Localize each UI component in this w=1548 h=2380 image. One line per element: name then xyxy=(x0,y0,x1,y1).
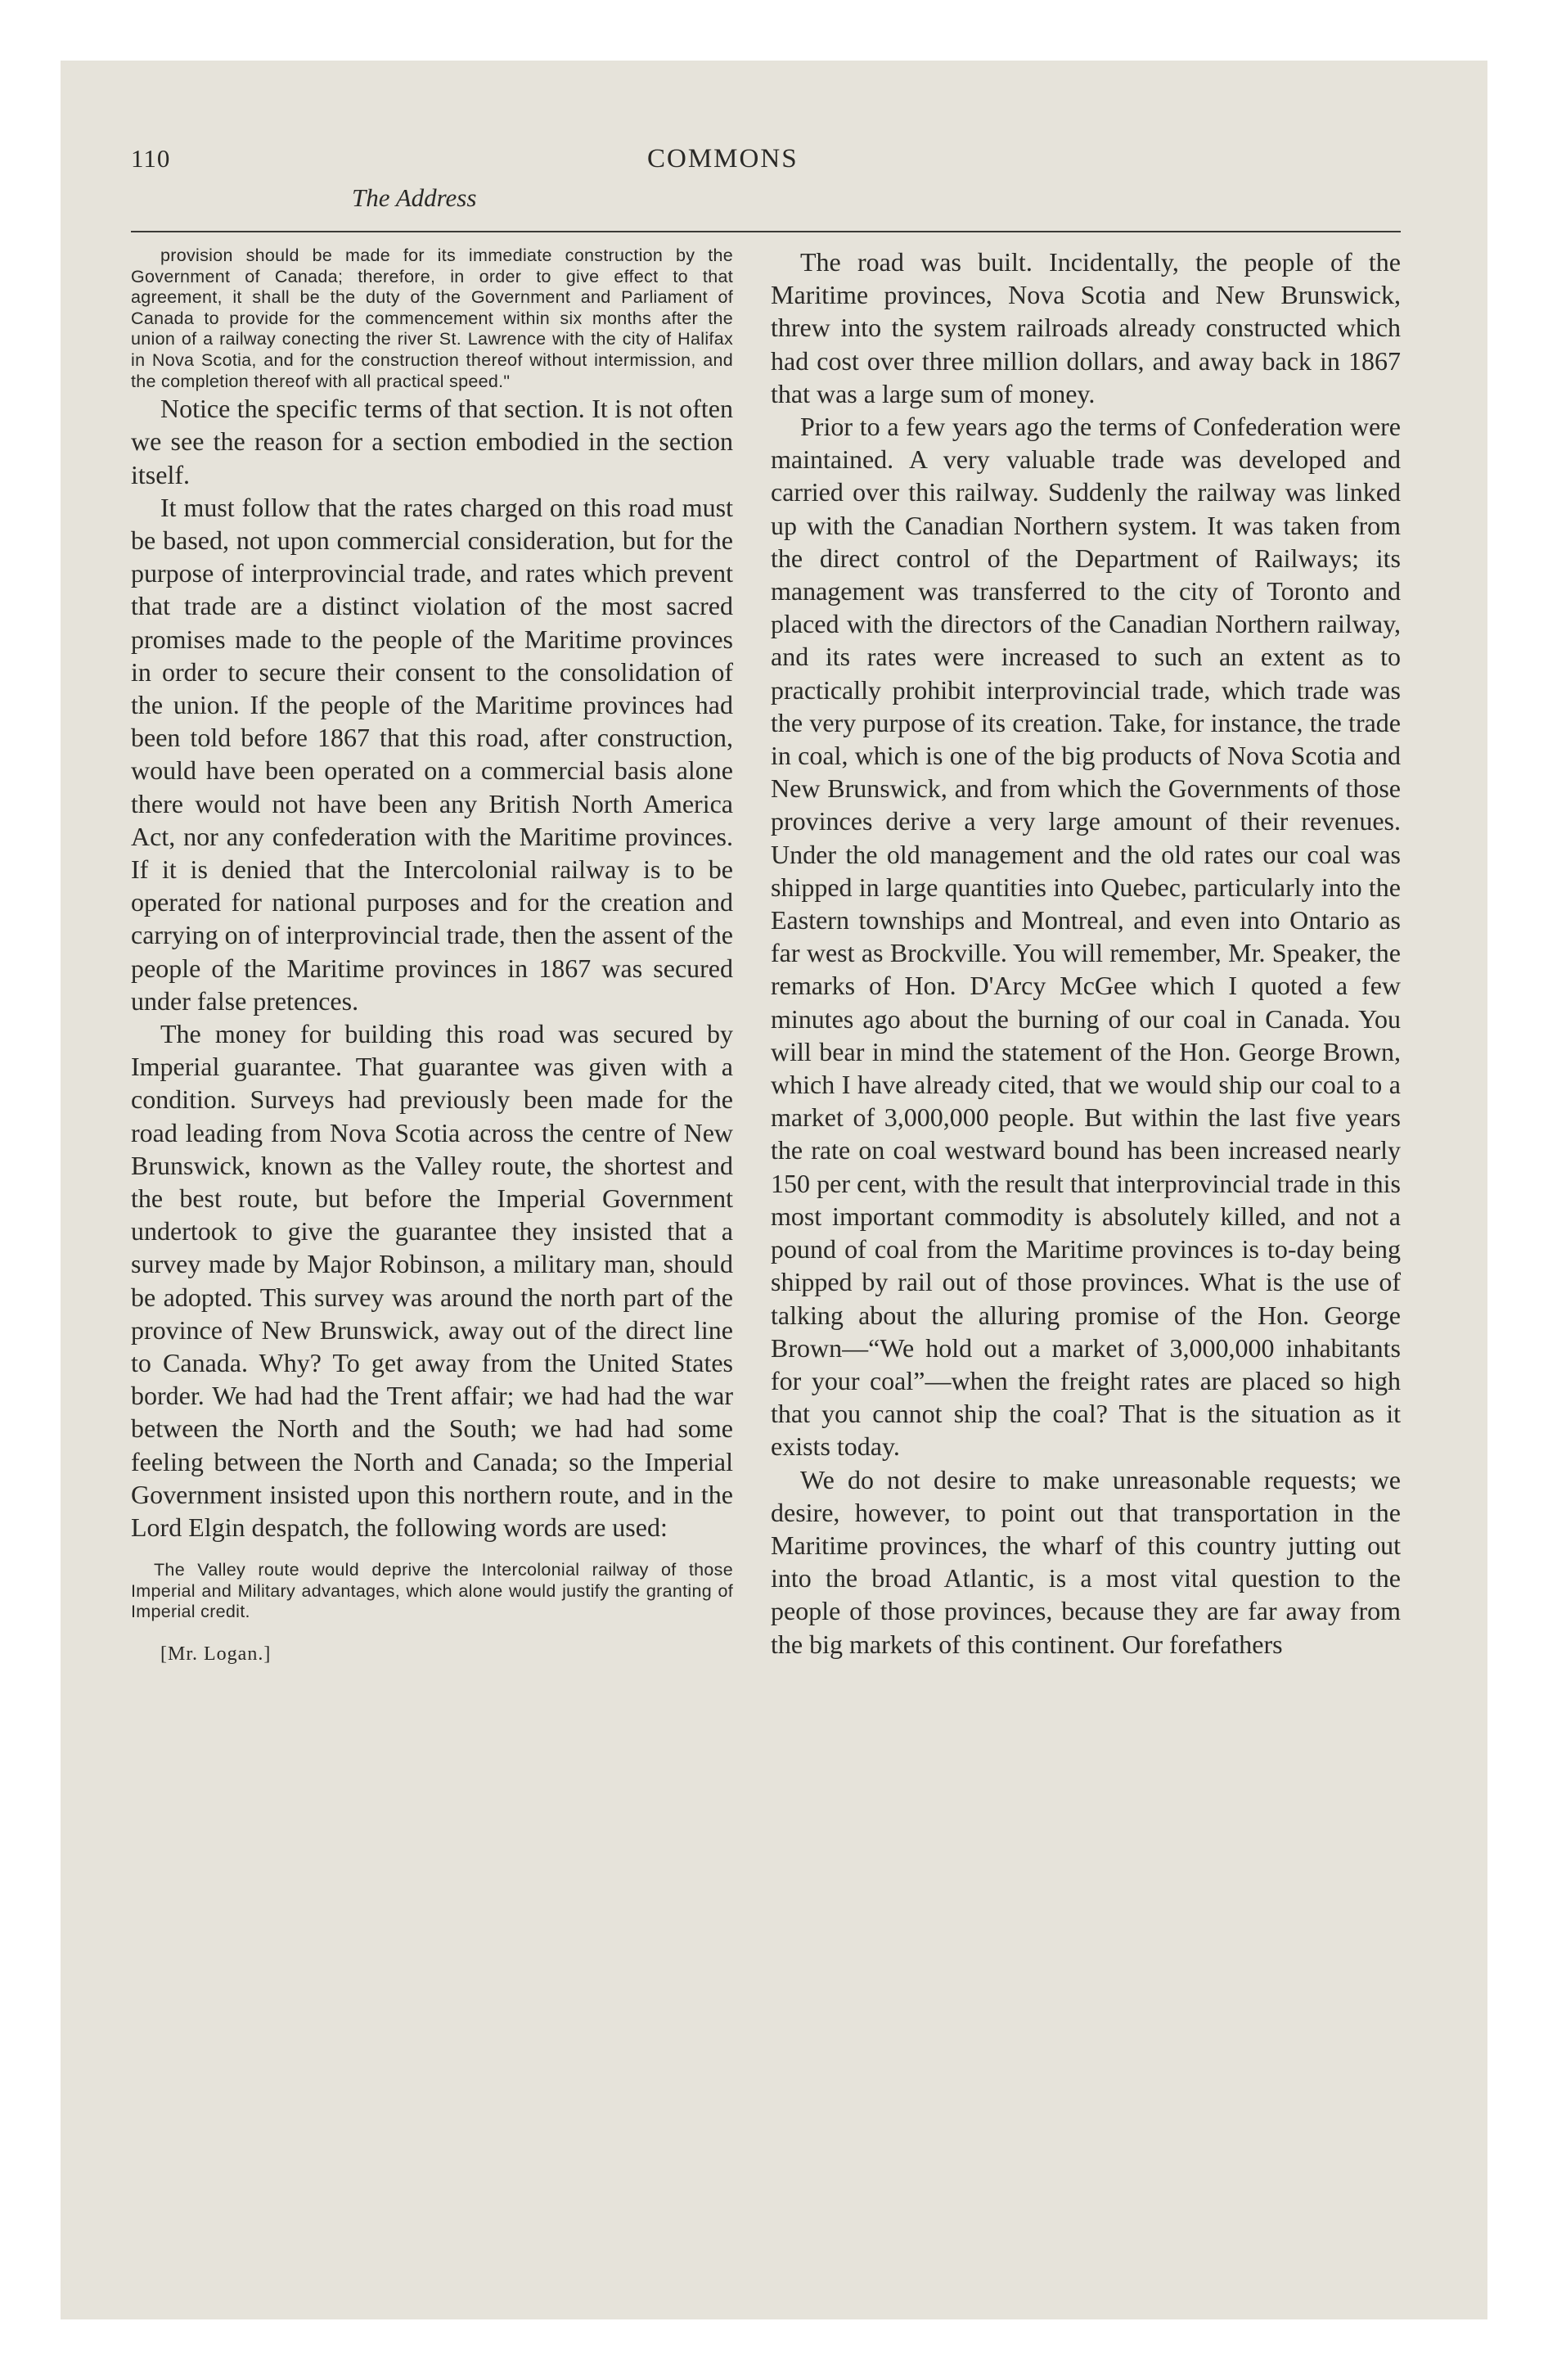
section-title: The Address xyxy=(352,183,477,212)
left-column xyxy=(131,246,733,1670)
document-page xyxy=(131,144,1401,2223)
paragraph: The road was built. Incidentally, the people of the Maritime provinces, Nova Scotia and New Brunswick, threw into the system railroads already constructed which had cost over three million dollars, and away back in 1867 that was a large sum of money. xyxy=(771,247,1401,408)
speaker-attribution: [Mr. Logan.] xyxy=(160,1643,272,1666)
paragraph: The money for building this road was secured by Imperial guarantee. That guarantee was given with a condition. Surveys had previously been made for the road leading from Nova Scotia across the centre of New Brunswick, known as the Valley route, the shortest and the best route, but before the Imperial Government undertook to give the guarantee they insisted that a survey made by Major Robinson, a military man, should be adopted. This survey was around the north part of the province of New Brunswick, away out of the direct line to Canada. Why? To get away from the United States border. We had had the Trent affair; we had had the war between the North and the South; we had had some feeling between the North and Canada; so the Imperial Government insisted upon this northern route, and in the Lord Elgin despatch, the following words are used: xyxy=(131,1019,733,1543)
paragraph: We do not desire to make unreasonable requests; we desire, however, to point out that transportation in the Maritime provinces, the wharf of this country jutting out into the broad Atlantic, is a most vital question to the people of those provinces, because they are far away from the big markets of this continent. Our forefathers xyxy=(771,1464,1401,1659)
page-header xyxy=(131,144,1401,246)
running-title: COMMONS xyxy=(647,144,799,174)
right-column xyxy=(771,246,1401,1661)
header-rule xyxy=(131,231,1401,232)
quoted-passage: The Valley route would deprive the Intercolonial railway of those Imperial and Military advantages, which alone would justify the granting of Imperial credit. xyxy=(131,1560,733,1622)
paragraph: Notice the specific terms of that section. It is not often we see the reason for a section embodied in the section itself. xyxy=(131,394,733,489)
page-number: 110 xyxy=(131,144,171,173)
paragraph: It must follow that the rates charged on this road must be based, not upon commercial consideration, but for the purpose of interprovincial trade, and rates which prevent that trade are a distinct violation of the most sacred promises made to the people of the Maritime provinces in order to secure their consent to the consolidation of the union. If the people of the Maritime provinces had been told before 1867 that this road, after construction, would have been operated on a commercial basis alone there would not have been any British North America Act, nor any confederation with the Maritime provinces. If it is denied that the Intercolonial railway is to be operated for national purposes and for the creation and carrying on of interprovincial trade, then the assent of the people of the Maritime provinces in 1867 was secured under false pretences. xyxy=(131,492,733,1016)
quoted-passage: provision should be made for its immediate construction by the Government of Canada; therefore, in order to give effect to that agreement, it shall be the duty of the Government and Parliament of Canada to provide for the commencement within six months after the union of a railway conecting the river St. Lawrence with the city of Halifax in Nova Scotia, and for the construction thereof without intermission, and the completion thereof with all practical speed." xyxy=(131,246,733,391)
paragraph: Prior to a few years ago the terms of Confederation were maintained. A very valuable trade was developed and carried over this railway. Suddenly the railway was linked up with the Canadian Northern system. It was taken from the direct control of the Department of Railways; its management was transferred to the city of Toronto and placed with the directors of the Canadian Northern railway, and its rates were increased to such an extent as to practically prohibit interprovincial trade, which trade was the very purpose of its creation. Take, for instance, the trade in coal, which is one of the big products of Nova Scotia and New Brunswick, and from which the Governments of those provinces derive a very large amount of their revenues. Under the old management and the old rates our coal was shipped in large quantities into Quebec, particularly into the Eastern townships and Montreal, and even into Ontario as far west as Brockville. You will remember, Mr. Speaker, the remarks of Hon. D'Arcy McGee which I quoted a few minutes ago about the burning of our coal in Canada. You will bear in mind the statement of the Hon. George Brown, which I have already cited, that we would ship our coal to a market of 3,000,000 people. But within the last five years the rate on coal westward bound has been increased nearly 150 per cent, with the result that interprovincial trade in this most important commodity is absolutely killed, and not a pound of coal from the Maritime provinces is to-day being shipped by rail out of those provinces. What is the use of talking about the alluring promise of the Hon. George Brown—“We hold out a market of 3,000,000 inhabitants for your coal”—when the freight rates are placed so high that you cannot ship the coal? That is the situation as it exists today. xyxy=(771,412,1401,1462)
